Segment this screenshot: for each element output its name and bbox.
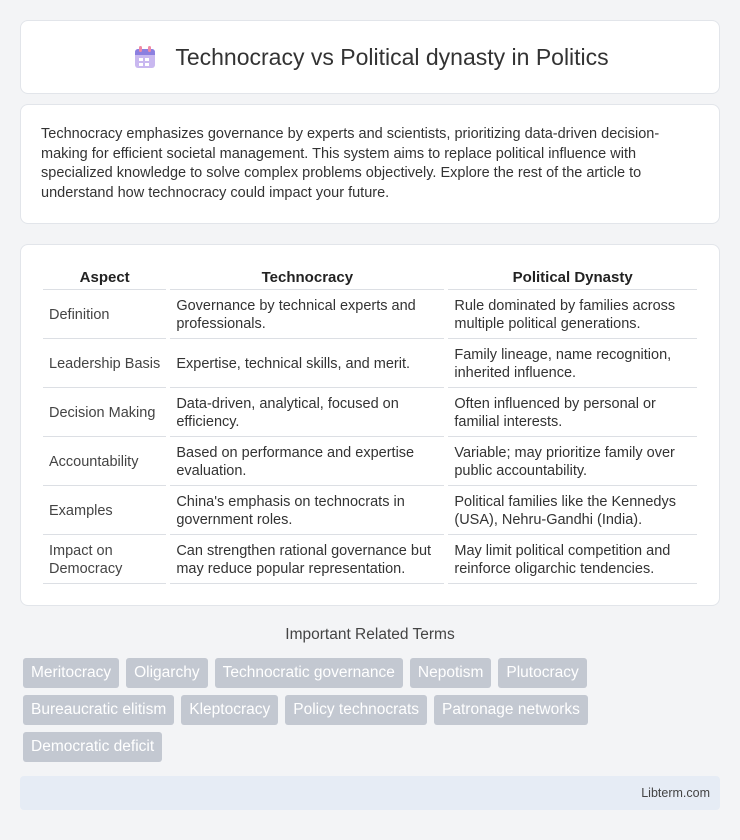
cell-political-dynasty: May limit political competition and reinforce oligarchic tendencies. [448, 535, 697, 584]
cell-political-dynasty: Rule dominated by families across multiple political generations. [448, 290, 697, 339]
cell-technocracy: Can strengthen rational governance but may reduce popular representation. [170, 535, 444, 584]
header-aspect: Aspect [43, 265, 166, 290]
cell-political-dynasty: Political families like the Kennedys (USA), Nehru-Gandhi (India). [448, 486, 697, 535]
table-header-row [43, 265, 697, 290]
cell-aspect: Decision Making [43, 388, 166, 437]
footer-site-link[interactable]: Libterm.com [641, 786, 710, 800]
footer [20, 776, 720, 810]
intro-text: Technocracy emphasizes governance by experts and scientists, prioritizing data-driven decision-making for efficient societal management. This system aims to replace political influence with specialized knowledge to solve complex problems objectively. Explore the rest of the article to understand how technocracy could impact your future. [41, 126, 660, 201]
tag-policy-technocrats[interactable]: Policy technocrats [285, 695, 427, 725]
table-row [43, 535, 697, 584]
cell-technocracy: Governance by technical experts and professionals. [170, 290, 444, 339]
calendar-icon [131, 43, 159, 71]
tag-nepotism[interactable]: Nepotism [410, 658, 491, 688]
comparison-table-card [20, 244, 720, 606]
page-title: Technocracy vs Political dynasty in Politics [175, 43, 609, 70]
cell-political-dynasty: Often influenced by personal or familial interests. [448, 388, 697, 437]
table-row [43, 437, 697, 486]
header-technocracy: Technocracy [170, 265, 444, 290]
table-row [43, 339, 697, 388]
cell-aspect: Examples [43, 486, 166, 535]
cell-aspect: Impact on Democracy [43, 535, 166, 584]
cell-aspect: Definition [43, 290, 166, 339]
tag-oligarchy[interactable]: Oligarchy [126, 658, 207, 688]
tag-meritocracy[interactable]: Meritocracy [23, 658, 119, 688]
cell-technocracy: China's emphasis on technocrats in government roles. [170, 486, 444, 535]
table-row [43, 486, 697, 535]
cell-technocracy: Expertise, technical skills, and merit. [170, 339, 444, 388]
tag-kleptocracy[interactable]: Kleptocracy [181, 695, 278, 725]
header-political-dynasty: Political Dynasty [448, 265, 697, 290]
cell-technocracy: Data-driven, analytical, focused on efficiency. [170, 388, 444, 437]
comparison-table [39, 265, 701, 584]
table-row [43, 290, 697, 339]
tag-plutocracy[interactable]: Plutocracy [498, 658, 586, 688]
intro-card [20, 104, 720, 224]
tag-democratic-deficit[interactable]: Democratic deficit [23, 732, 162, 762]
related-terms-list [23, 658, 723, 762]
cell-technocracy: Based on performance and expertise evaluation. [170, 437, 444, 486]
table-row [43, 388, 697, 437]
tag-bureaucratic-elitism[interactable]: Bureaucratic elitism [23, 695, 174, 725]
cell-aspect: Leadership Basis [43, 339, 166, 388]
header-card [20, 20, 720, 94]
cell-political-dynasty: Variable; may prioritize family over public accountability. [448, 437, 697, 486]
tag-patronage-networks[interactable]: Patronage networks [434, 695, 588, 725]
cell-political-dynasty: Family lineage, name recognition, inherited influence. [448, 339, 697, 388]
cell-aspect: Accountability [43, 437, 166, 486]
tag-technocratic-governance[interactable]: Technocratic governance [215, 658, 403, 688]
related-terms-title: Important Related Terms [285, 626, 455, 643]
